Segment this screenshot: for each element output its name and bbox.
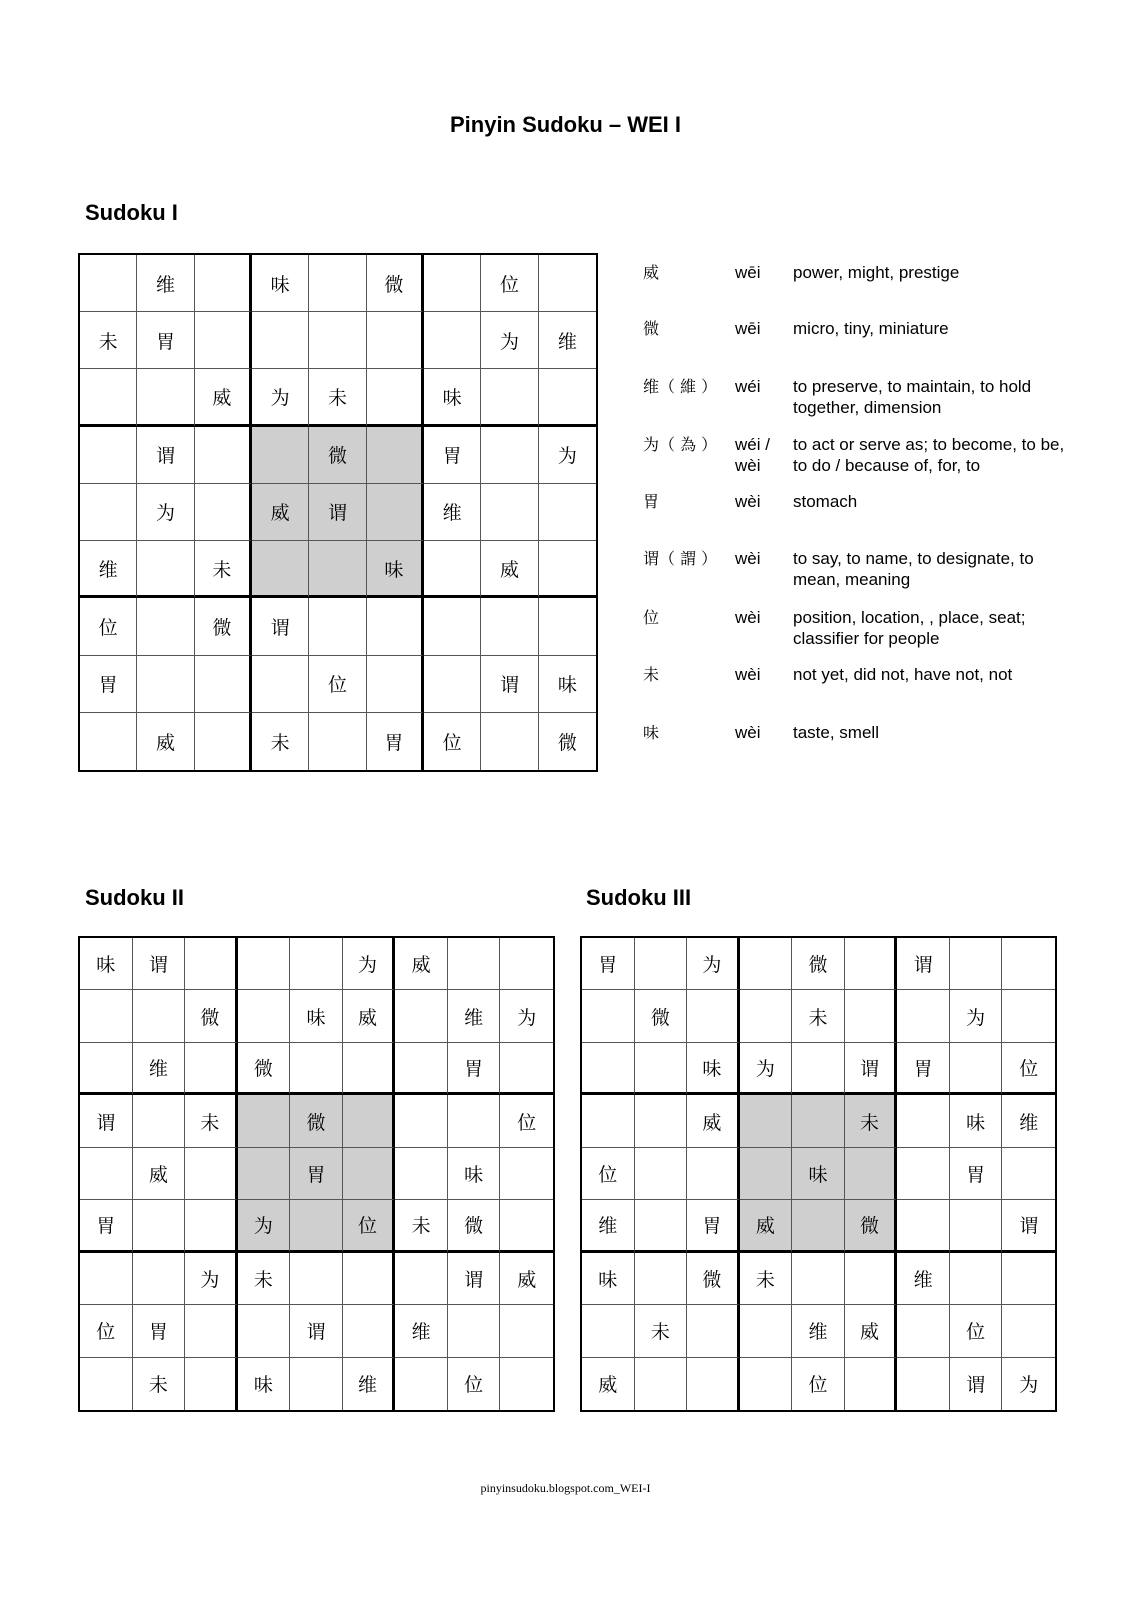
sudoku-cell <box>687 1358 740 1410</box>
sudoku-cell: 威 <box>500 1253 553 1305</box>
sudoku-cell <box>539 541 596 598</box>
sudoku-cell: 胃 <box>133 1305 186 1357</box>
sudoku-cell <box>500 1148 553 1200</box>
sudoku-cell: 威 <box>845 1305 898 1357</box>
sudoku-cell <box>582 1043 635 1095</box>
vocab-pinyin: wèi <box>735 549 761 568</box>
sudoku-cell <box>635 1358 688 1410</box>
sudoku-cell: 谓 <box>897 938 950 990</box>
vocab-pinyin: wēi <box>735 263 761 282</box>
sudoku-cell <box>1002 1305 1055 1357</box>
sudoku-cell <box>740 938 793 990</box>
sudoku-cell <box>133 1200 186 1252</box>
sudoku-cell <box>500 1305 553 1357</box>
sudoku-cell <box>185 1305 238 1357</box>
sudoku-cell <box>481 369 538 426</box>
sudoku-cell <box>80 1043 133 1095</box>
sudoku-cell: 维 <box>1002 1095 1055 1147</box>
vocab-meaning: power, might, prestige <box>793 263 960 282</box>
vocab-meaning: to say, to name, to designate, to mean, meaning <box>793 549 1034 589</box>
sudoku-cell: 威 <box>481 541 538 598</box>
sudoku-cell: 维 <box>133 1043 186 1095</box>
sudoku-cell: 维 <box>343 1358 396 1410</box>
sudoku-cell: 谓 <box>845 1043 898 1095</box>
sudoku-cell <box>897 1095 950 1147</box>
sudoku-cell <box>309 312 366 369</box>
sudoku-cell <box>424 656 481 713</box>
sudoku-cell: 味 <box>448 1148 501 1200</box>
sudoku-cell <box>367 312 424 369</box>
sudoku-cell <box>845 1358 898 1410</box>
sudoku-cell: 味 <box>950 1095 1003 1147</box>
vocab-pinyin: wèi <box>735 723 761 742</box>
sudoku-cell <box>897 1358 950 1410</box>
sudoku-cell: 为 <box>238 1200 291 1252</box>
sudoku-cell <box>740 1148 793 1200</box>
sudoku-cell: 味 <box>424 369 481 426</box>
sudoku-cell <box>1002 1253 1055 1305</box>
sudoku-cell <box>687 990 740 1042</box>
sudoku-cell: 为 <box>687 938 740 990</box>
sudoku-cell <box>687 1148 740 1200</box>
sudoku-cell <box>500 1358 553 1410</box>
sudoku-cell <box>635 938 688 990</box>
sudoku-cell <box>185 1200 238 1252</box>
sudoku-cell <box>252 427 309 484</box>
sudoku-cell <box>481 484 538 541</box>
sudoku-cell: 维 <box>792 1305 845 1357</box>
sudoku-cell <box>845 938 898 990</box>
sudoku-cell: 维 <box>582 1200 635 1252</box>
sudoku-cell <box>424 312 481 369</box>
sudoku-cell: 谓 <box>309 484 366 541</box>
sudoku-cell: 威 <box>395 938 448 990</box>
sudoku-cell <box>80 1148 133 1200</box>
sudoku-cell: 维 <box>395 1305 448 1357</box>
sudoku-cell <box>252 541 309 598</box>
sudoku-cell: 维 <box>539 312 596 369</box>
sudoku-cell <box>845 1253 898 1305</box>
vocab-pinyin: wéi / wèi <box>735 435 770 475</box>
vocab-meaning: position, location, , place, seat; classifier for people <box>793 608 1026 648</box>
sudoku-cell <box>343 1148 396 1200</box>
sudoku-cell <box>137 541 194 598</box>
sudoku-cell: 胃 <box>80 656 137 713</box>
sudoku-cell <box>792 1043 845 1095</box>
sudoku-cell: 未 <box>845 1095 898 1147</box>
sudoku-cell: 微 <box>845 1200 898 1252</box>
sudoku-cell: 位 <box>424 713 481 770</box>
sudoku-cell <box>80 1253 133 1305</box>
sudoku-cell: 谓 <box>1002 1200 1055 1252</box>
sudoku-cell <box>845 1148 898 1200</box>
sudoku-cell <box>395 1148 448 1200</box>
sudoku-cell: 胃 <box>424 427 481 484</box>
sudoku-cell: 谓 <box>137 427 194 484</box>
vocab-character: 谓（ 謂 ） <box>643 549 718 568</box>
sudoku-cell: 为 <box>950 990 1003 1042</box>
sudoku-cell <box>740 1095 793 1147</box>
sudoku-cell: 胃 <box>448 1043 501 1095</box>
sudoku-cell: 微 <box>238 1043 291 1095</box>
sudoku-cell: 谓 <box>481 656 538 713</box>
sudoku-cell <box>740 1358 793 1410</box>
sudoku-cell: 微 <box>687 1253 740 1305</box>
sudoku-cell: 味 <box>687 1043 740 1095</box>
sudoku-cell: 为 <box>481 312 538 369</box>
sudoku-cell <box>137 656 194 713</box>
vocab-meaning: stomach <box>793 492 858 511</box>
sudoku-cell: 胃 <box>687 1200 740 1252</box>
sudoku-cell <box>195 656 252 713</box>
sudoku-cell <box>367 598 424 655</box>
sudoku-cell <box>635 1095 688 1147</box>
sudoku-cell <box>950 938 1003 990</box>
sudoku-cell <box>539 255 596 312</box>
sudoku-cell <box>740 990 793 1042</box>
sudoku-cell: 胃 <box>582 938 635 990</box>
sudoku-cell: 微 <box>195 598 252 655</box>
page-title: Pinyin Sudoku – WEI I <box>449 112 682 137</box>
sudoku-cell: 谓 <box>448 1253 501 1305</box>
sudoku-3-grid <box>580 936 1057 1412</box>
sudoku-cell <box>80 255 137 312</box>
sudoku-cell: 位 <box>80 1305 133 1357</box>
sudoku-cell: 胃 <box>137 312 194 369</box>
sudoku-cell: 威 <box>343 990 396 1042</box>
sudoku-cell <box>448 938 501 990</box>
sudoku-cell: 威 <box>137 713 194 770</box>
sudoku-cell <box>424 598 481 655</box>
sudoku-cell: 未 <box>740 1253 793 1305</box>
sudoku-cell <box>950 1043 1003 1095</box>
sudoku-cell <box>137 369 194 426</box>
vocab-pinyin: wēi <box>735 319 761 338</box>
sudoku-cell <box>309 713 366 770</box>
sudoku-cell <box>448 1305 501 1357</box>
sudoku-cell <box>80 484 137 541</box>
sudoku-cell: 微 <box>792 938 845 990</box>
sudoku-cell: 胃 <box>950 1148 1003 1200</box>
sudoku-cell <box>238 938 291 990</box>
sudoku-cell <box>252 312 309 369</box>
sudoku-cell <box>950 1200 1003 1252</box>
sudoku-cell: 位 <box>792 1358 845 1410</box>
sudoku-cell: 位 <box>448 1358 501 1410</box>
sudoku-cell <box>343 1305 396 1357</box>
sudoku-cell <box>80 990 133 1042</box>
sudoku-cell <box>309 255 366 312</box>
sudoku-cell <box>395 1253 448 1305</box>
sudoku-cell: 为 <box>252 369 309 426</box>
sudoku-cell <box>238 1305 291 1357</box>
sudoku-cell <box>635 1200 688 1252</box>
sudoku-cell <box>424 255 481 312</box>
vocab-pinyin: wèi <box>735 608 761 627</box>
vocab-meaning: to act or serve as; to become, to be, to do / because of, for, to <box>793 435 1065 475</box>
sudoku-cell <box>539 598 596 655</box>
sudoku-cell <box>343 1043 396 1095</box>
sudoku-cell <box>500 1043 553 1095</box>
sudoku-cell: 为 <box>137 484 194 541</box>
sudoku-cell: 威 <box>252 484 309 541</box>
sudoku-cell: 微 <box>448 1200 501 1252</box>
sudoku-cell <box>252 656 309 713</box>
sudoku-cell <box>185 1358 238 1410</box>
sudoku-cell <box>367 369 424 426</box>
sudoku-cell: 维 <box>897 1253 950 1305</box>
sudoku-cell: 谓 <box>252 598 309 655</box>
vocab-meaning: taste, smell <box>793 723 879 742</box>
sudoku-cell: 位 <box>950 1305 1003 1357</box>
sudoku-cell: 味 <box>582 1253 635 1305</box>
sudoku-cell <box>195 312 252 369</box>
sudoku-cell <box>195 484 252 541</box>
sudoku-cell: 为 <box>539 427 596 484</box>
sudoku-1-title: Sudoku I <box>85 200 178 225</box>
sudoku-cell <box>137 598 194 655</box>
sudoku-cell: 胃 <box>290 1148 343 1200</box>
sudoku-cell <box>195 427 252 484</box>
sudoku-cell: 味 <box>238 1358 291 1410</box>
sudoku-cell <box>290 1043 343 1095</box>
sudoku-cell <box>897 1200 950 1252</box>
vocab-pinyin: wéi <box>735 377 761 396</box>
sudoku-cell <box>582 990 635 1042</box>
sudoku-cell <box>481 598 538 655</box>
sudoku-cell: 维 <box>80 541 137 598</box>
vocab-pinyin: wèi <box>735 665 761 684</box>
sudoku-cell <box>238 990 291 1042</box>
sudoku-cell <box>1002 1148 1055 1200</box>
sudoku-cell <box>845 990 898 1042</box>
sudoku-cell <box>343 1253 396 1305</box>
sudoku-cell <box>897 1305 950 1357</box>
sudoku-cell: 位 <box>500 1095 553 1147</box>
sudoku-cell: 谓 <box>950 1358 1003 1410</box>
sudoku-cell: 胃 <box>367 713 424 770</box>
vocab-character: 胃 <box>643 492 660 511</box>
sudoku-cell <box>539 484 596 541</box>
sudoku-cell <box>635 1148 688 1200</box>
sudoku-cell: 未 <box>133 1358 186 1410</box>
sudoku-cell: 位 <box>1002 1043 1055 1095</box>
sudoku-cell: 味 <box>792 1148 845 1200</box>
sudoku-cell <box>309 598 366 655</box>
sudoku-cell <box>500 1200 553 1252</box>
sudoku-cell <box>481 713 538 770</box>
sudoku-cell: 微 <box>309 427 366 484</box>
sudoku-cell <box>367 484 424 541</box>
sudoku-cell: 威 <box>582 1358 635 1410</box>
sudoku-cell <box>635 1043 688 1095</box>
sudoku-cell: 维 <box>448 990 501 1042</box>
sudoku-cell: 未 <box>238 1253 291 1305</box>
sudoku-cell <box>80 713 137 770</box>
sudoku-cell: 维 <box>424 484 481 541</box>
sudoku-cell: 威 <box>687 1095 740 1147</box>
sudoku-cell: 威 <box>740 1200 793 1252</box>
sudoku-cell <box>290 1253 343 1305</box>
vocab-character: 为（ 為 ） <box>643 435 718 454</box>
sudoku-cell: 未 <box>252 713 309 770</box>
sudoku-cell <box>1002 990 1055 1042</box>
sudoku-cell <box>481 427 538 484</box>
sudoku-cell: 为 <box>500 990 553 1042</box>
sudoku-cell: 未 <box>185 1095 238 1147</box>
sudoku-cell <box>500 938 553 990</box>
sudoku-cell <box>687 1305 740 1357</box>
sudoku-cell: 未 <box>792 990 845 1042</box>
sudoku-cell: 胃 <box>80 1200 133 1252</box>
sudoku-cell: 未 <box>80 312 137 369</box>
vocab-character: 位 <box>643 608 660 627</box>
vocab-meaning: not yet, did not, have not, not <box>793 665 1013 684</box>
sudoku-cell <box>238 1095 291 1147</box>
sudoku-cell <box>395 1095 448 1147</box>
vocab-character: 维（ 維 ） <box>643 377 718 396</box>
sudoku-cell <box>367 656 424 713</box>
sudoku-cell: 为 <box>343 938 396 990</box>
sudoku-cell <box>80 1358 133 1410</box>
footer-source: pinyinsudoku.blogspot.com_WEI-I <box>480 1481 651 1495</box>
sudoku-cell <box>195 255 252 312</box>
sudoku-3-title: Sudoku III <box>586 885 692 910</box>
sudoku-cell <box>950 1253 1003 1305</box>
sudoku-cell: 未 <box>309 369 366 426</box>
sudoku-cell <box>309 541 366 598</box>
sudoku-cell <box>448 1095 501 1147</box>
sudoku-cell <box>897 990 950 1042</box>
sudoku-cell: 味 <box>290 990 343 1042</box>
sudoku-2-grid <box>78 936 555 1412</box>
sudoku-cell <box>395 1043 448 1095</box>
sudoku-cell: 味 <box>252 255 309 312</box>
vocab-pinyin: wèi <box>735 492 761 511</box>
sudoku-cell: 微 <box>367 255 424 312</box>
sudoku-1-grid <box>78 253 598 772</box>
sudoku-cell <box>395 990 448 1042</box>
sudoku-cell <box>133 990 186 1042</box>
sudoku-cell <box>792 1253 845 1305</box>
sudoku-cell <box>740 1305 793 1357</box>
sudoku-cell <box>424 541 481 598</box>
sudoku-2-title: Sudoku II <box>85 885 184 910</box>
sudoku-cell: 为 <box>185 1253 238 1305</box>
sudoku-cell: 位 <box>309 656 366 713</box>
sudoku-cell: 味 <box>367 541 424 598</box>
sudoku-cell <box>897 1148 950 1200</box>
sudoku-cell <box>395 1358 448 1410</box>
sudoku-cell <box>185 1148 238 1200</box>
sudoku-cell: 味 <box>539 656 596 713</box>
sudoku-cell: 威 <box>195 369 252 426</box>
sudoku-cell <box>185 938 238 990</box>
sudoku-cell: 为 <box>740 1043 793 1095</box>
sudoku-cell <box>582 1305 635 1357</box>
sudoku-cell: 胃 <box>897 1043 950 1095</box>
sudoku-cell <box>133 1095 186 1147</box>
sudoku-cell: 未 <box>395 1200 448 1252</box>
sudoku-cell: 位 <box>582 1148 635 1200</box>
sudoku-cell <box>195 713 252 770</box>
sudoku-cell <box>290 1200 343 1252</box>
sudoku-cell <box>290 1358 343 1410</box>
sudoku-cell: 谓 <box>290 1305 343 1357</box>
sudoku-cell <box>367 427 424 484</box>
sudoku-cell <box>133 1253 186 1305</box>
sudoku-cell <box>290 938 343 990</box>
sudoku-cell: 味 <box>80 938 133 990</box>
vocab-character: 未 <box>643 665 660 684</box>
sudoku-cell <box>343 1095 396 1147</box>
vocab-character: 微 <box>643 319 660 338</box>
sudoku-cell: 微 <box>557 731 577 754</box>
sudoku-cell: 位 <box>481 255 538 312</box>
sudoku-cell <box>539 369 596 426</box>
sudoku-cell: 威 <box>133 1148 186 1200</box>
vocab-meaning: to preserve, to maintain, to hold together, dimension <box>793 377 1032 417</box>
sudoku-cell: 位 <box>80 598 137 655</box>
sudoku-cell: 为 <box>1019 1374 1039 1397</box>
sudoku-cell <box>238 1148 291 1200</box>
sudoku-cell: 未 <box>635 1305 688 1357</box>
sudoku-cell: 位 <box>343 1200 396 1252</box>
sudoku-cell <box>792 1095 845 1147</box>
vocab-character: 味 <box>643 723 660 742</box>
sudoku-cell <box>635 1253 688 1305</box>
sudoku-cell: 谓 <box>133 938 186 990</box>
sudoku-cell: 谓 <box>80 1095 133 1147</box>
sudoku-cell <box>1002 938 1055 990</box>
sudoku-cell <box>185 1043 238 1095</box>
vocab-meaning: micro, tiny, miniature <box>793 319 949 338</box>
sudoku-cell <box>80 427 137 484</box>
sudoku-cell <box>582 1095 635 1147</box>
sudoku-cell: 微 <box>185 990 238 1042</box>
sudoku-cell: 维 <box>137 255 194 312</box>
sudoku-cell: 微 <box>635 990 688 1042</box>
sudoku-cell: 未 <box>195 541 252 598</box>
sudoku-cell: 微 <box>290 1095 343 1147</box>
vocab-character: 威 <box>643 263 660 282</box>
sudoku-cell <box>80 369 137 426</box>
sudoku-cell <box>792 1200 845 1252</box>
